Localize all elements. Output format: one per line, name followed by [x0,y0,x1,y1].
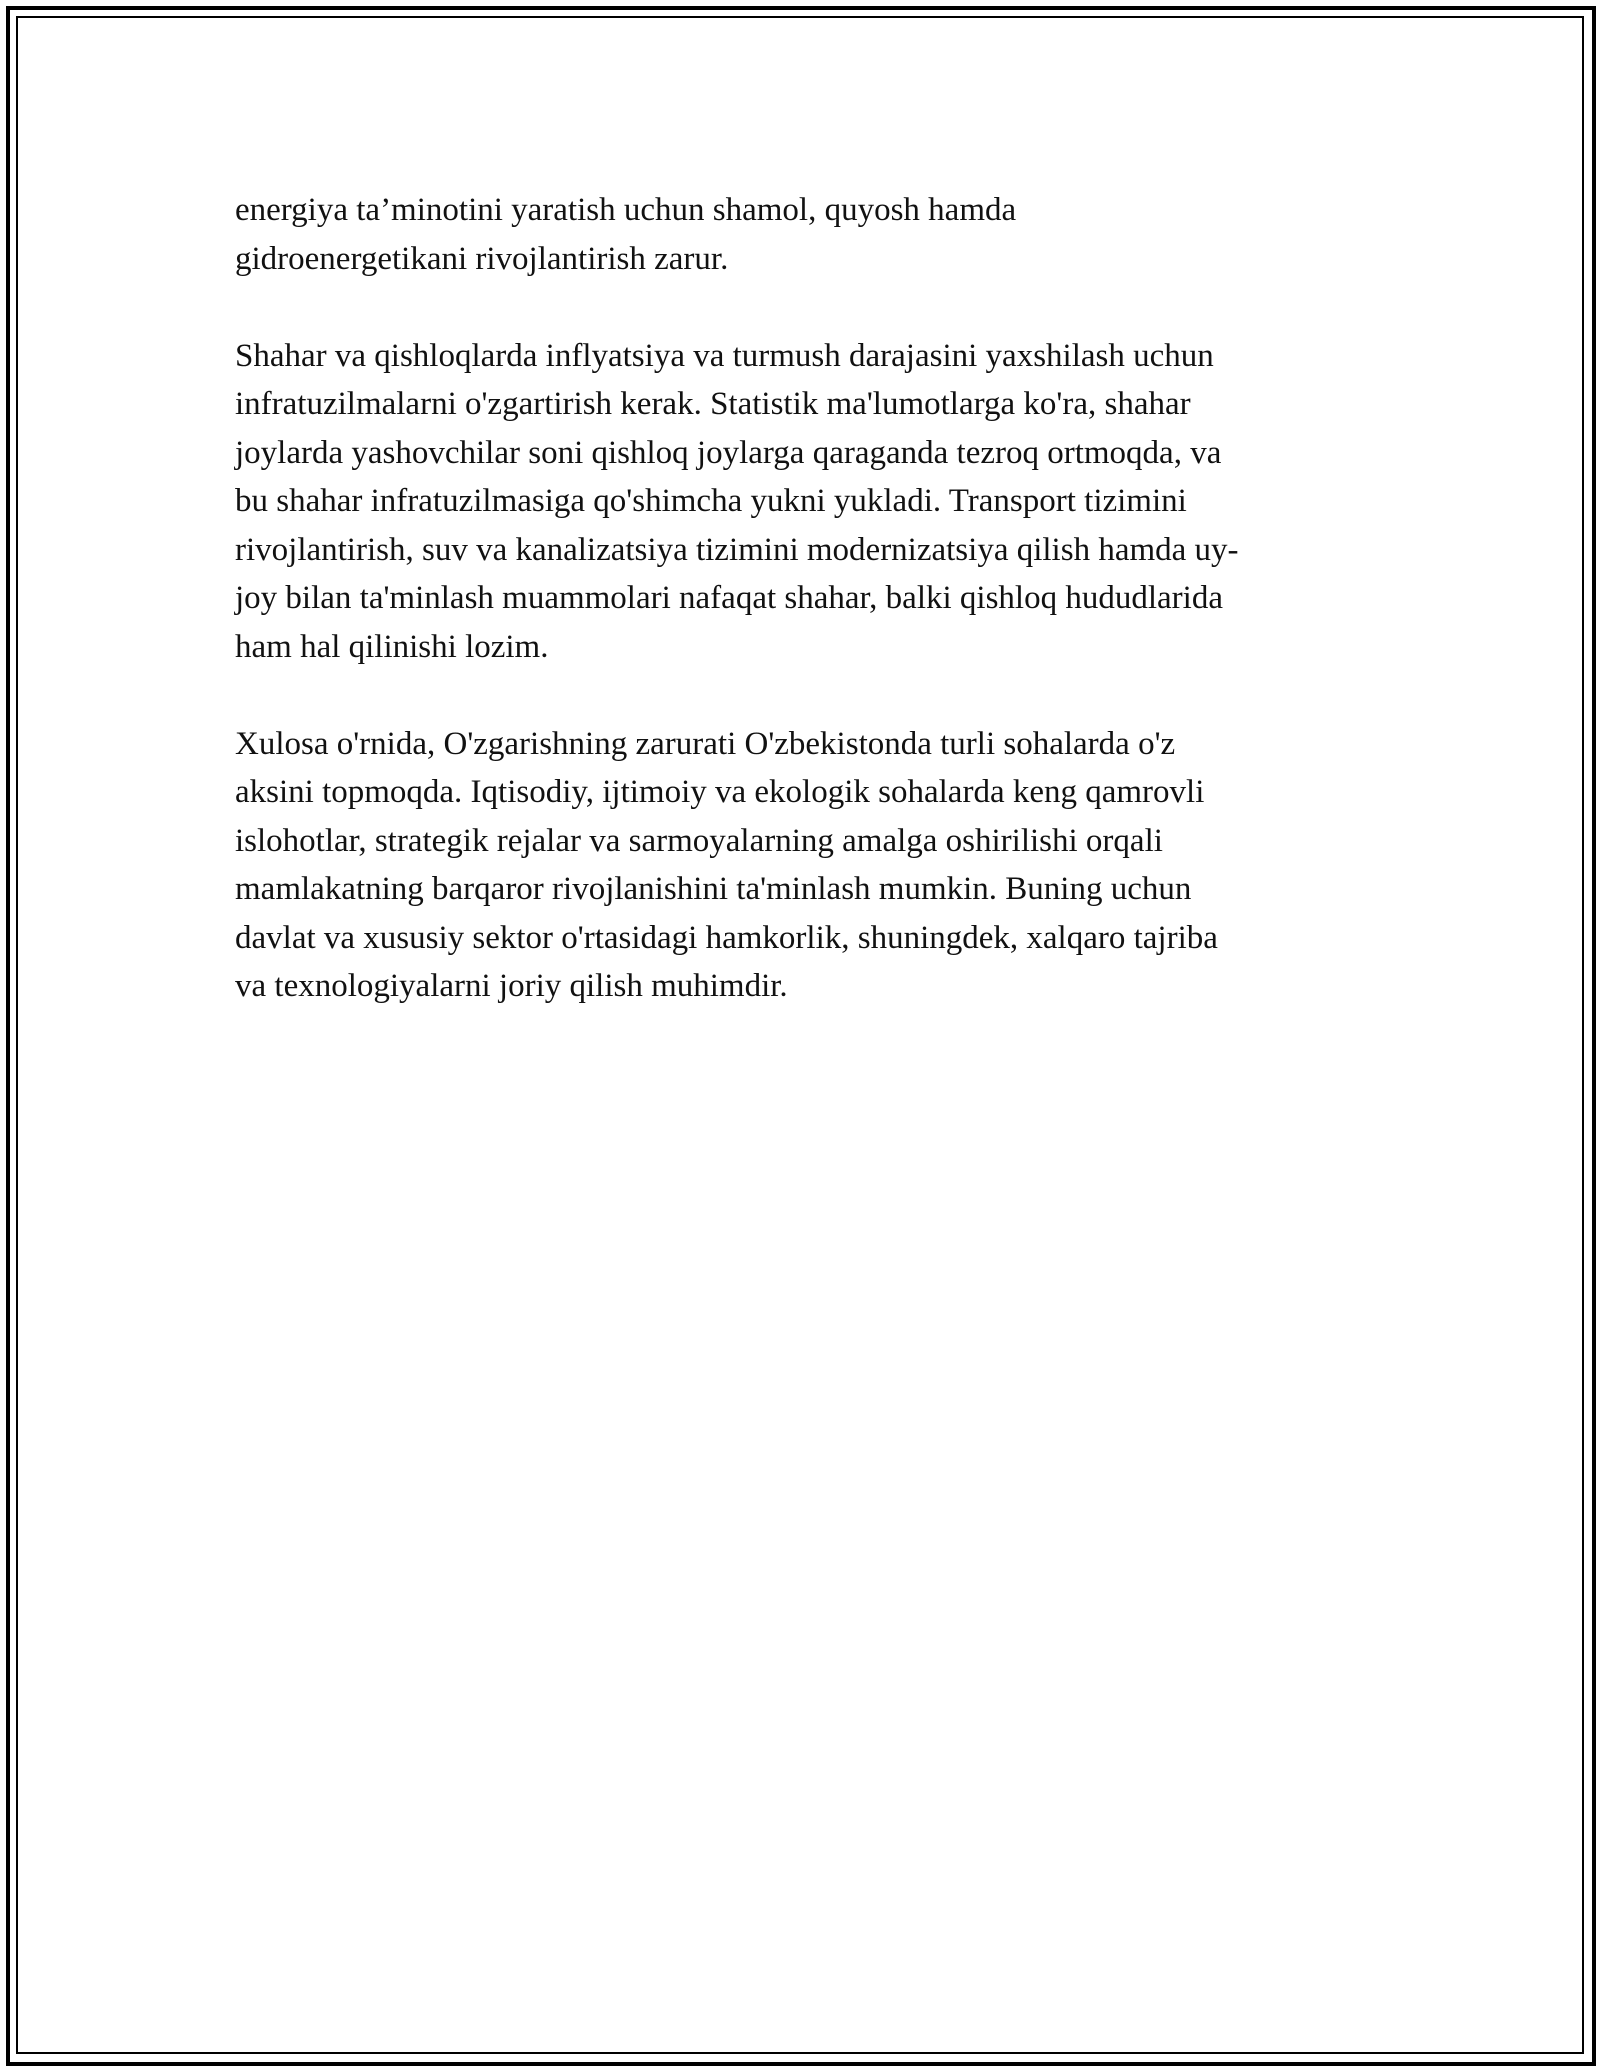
text-line: gidroenergetikani rivojlantirish zarur. [235,240,729,277]
text-line: mamlakatning barqaror rivojlanishini ta'minlash mumkin. Buning uchun [235,871,1192,907]
document-body [235,186,1365,1059]
paragraph-3 [235,720,1365,1011]
text-line: joy bilan ta'minlash muammolari nafaqat shahar, balki qishloq hududlarida [235,580,1223,616]
paragraph-1 [235,186,1365,283]
text-line: va texnologiyalarni joriy qilish muhimdir. [235,968,788,1004]
paragraph-2 [235,332,1365,672]
text-line: ham hal qilinishi lozim. [235,628,549,665]
text-line: davlat va xususiy sektor o'rtasidagi hamkorlik, shuningdek, xalqaro tajriba [235,919,1218,956]
text-line: Xulosa o'rnida, O'zgarishning zarurati O'zbekistonda turli sohalarda o'z [235,725,1176,762]
text-line: bu shahar infratuzilmasiga qo'shimcha yukni yukladi. Transport tizimini [235,483,1187,519]
text-line: aksini topmoqda. Iqtisodiy, ijtimoiy va ekologik sohalarda keng qamrovli [235,774,1205,810]
text-line: Shahar va qishloqlarda inflyatsiya va turmush darajasini yaxshilash uchun [235,337,1214,374]
text-line: infratuzilmalarni o'zgartirish kerak. Statistik ma'lumotlarga ko'ra, shahar [235,386,1191,422]
text-line: joylarda yashovchilar soni qishloq joylarga qaraganda tezroq ortmoqda, va [235,434,1222,471]
text-line: islohotlar, strategik rejalar va sarmoyalarning amalga oshirilishi orqali [235,822,1163,859]
text-line: rivojlantirish, suv va kanalizatsiya tizimini modernizatsiya qilish hamda uy- [235,531,1239,568]
text-line: energiya ta’minotini yaratish uchun shamol, quyosh hamda [235,192,1017,228]
